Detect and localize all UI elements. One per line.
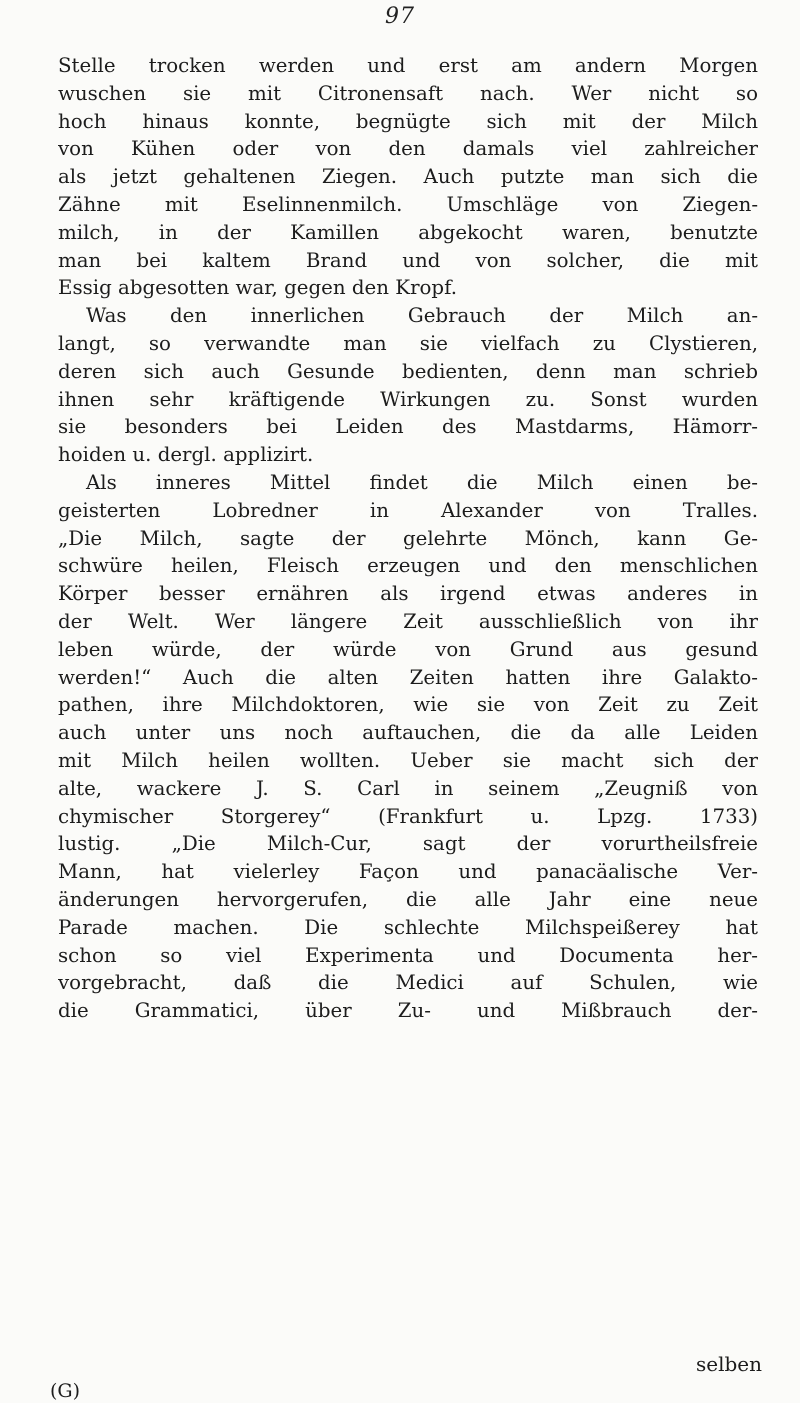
text-line: milch, in der Kamillen abgekocht waren, benutzte — [58, 220, 758, 244]
paragraph-start-line: Was den innerlichen Gebrauch der Milch an- — [86, 304, 758, 328]
text-line: hoch hinaus konnte, begnügte sich mit der Milch — [58, 109, 758, 133]
body-text — [58, 52, 758, 1025]
text-line: Mann, hat vielerley Façon und panacäalische Ver- — [58, 860, 758, 884]
text-line: geisterten Lobredner in Alexander von Tralles. — [58, 498, 758, 522]
paragraph-start-line: Als inneres Mittel findet die Milch einen be- — [86, 470, 758, 494]
text-line: hoiden u. dergl. applizirt. — [58, 443, 314, 467]
text-line: ihnen sehr kräftigende Wirkungen zu. Sonst wurden — [58, 387, 758, 411]
text-line: schon so viel Experimenta und Documenta her- — [58, 943, 758, 967]
text-line: mit Milch heilen wollten. Ueber sie macht sich der — [58, 748, 758, 772]
text-line: Stelle trocken werden und erst am andern Morgen — [58, 54, 758, 77]
text-line: änderungen hervorgerufen, die alle Jahr eine neue — [58, 887, 758, 911]
text-line: lustig. „Die Milch-Cur, sagt der vorurtheilsfreie — [58, 832, 758, 856]
text-line: man bei kaltem Brand und von solcher, die mit — [58, 248, 758, 272]
text-line: der Welt. Wer längere Zeit ausschließlich von ihr — [58, 609, 758, 633]
signature-mark: (G) — [50, 1380, 81, 1402]
catchword: selben — [695, 1352, 762, 1376]
text-line: werden!“ Auch die alten Zeiten hatten ihre Galakto- — [58, 665, 758, 689]
text-line: Parade machen. Die schlechte Milchspeißerey hat — [58, 915, 758, 939]
text-line: vorgebracht, daß die Medici auf Schulen, wie — [58, 971, 758, 995]
text-line: sie besonders bei Leiden des Mastdarms, Hämorr- — [58, 415, 758, 439]
text-line: deren sich auch Gesunde bedienten, denn man schrieb — [58, 359, 758, 383]
text-line: von Kühen oder von den damals viel zahlreicher — [58, 137, 758, 161]
text-line: Zähne mit Eselinnenmilch. Umschläge von Ziegen- — [58, 192, 758, 216]
text-line: wuschen sie mit Citronensaft nach. Wer nicht so — [58, 81, 758, 105]
text-line: „Die Milch, sagte der gelehrte Mönch, kann Ge- — [58, 526, 758, 550]
text-line: Essig abgesotten war, gegen den Kropf. — [58, 276, 457, 300]
text-line: auch unter uns noch auftauchen, die da alle Leiden — [58, 721, 758, 745]
text-line: schwüre heilen, Fleisch erzeugen und den menschlichen — [58, 554, 758, 578]
text-line: langt, so verwandte man sie vielfach zu Clystieren, — [58, 331, 758, 355]
text-line: Körper besser ernähren als irgend etwas anderes in — [58, 582, 758, 606]
page-number: 97 — [385, 4, 415, 29]
text-line: leben würde, der würde von Grund aus gesund — [58, 637, 758, 661]
text-line: als jetzt gehaltenen Ziegen. Auch putzte man sich die — [58, 165, 758, 189]
text-line: chymischer Storgerey“ (Frankfurt u. Lpzg. 1733) — [58, 804, 758, 828]
text-line: die Grammatici, über Zu- und Mißbrauch der- — [58, 999, 758, 1023]
text-line: pathen, ihre Milchdoktoren, wie sie von Zeit zu Zeit — [58, 693, 758, 717]
text-line: alte, wackere J. S. Carl in seinem „Zeugniß von — [58, 776, 758, 800]
